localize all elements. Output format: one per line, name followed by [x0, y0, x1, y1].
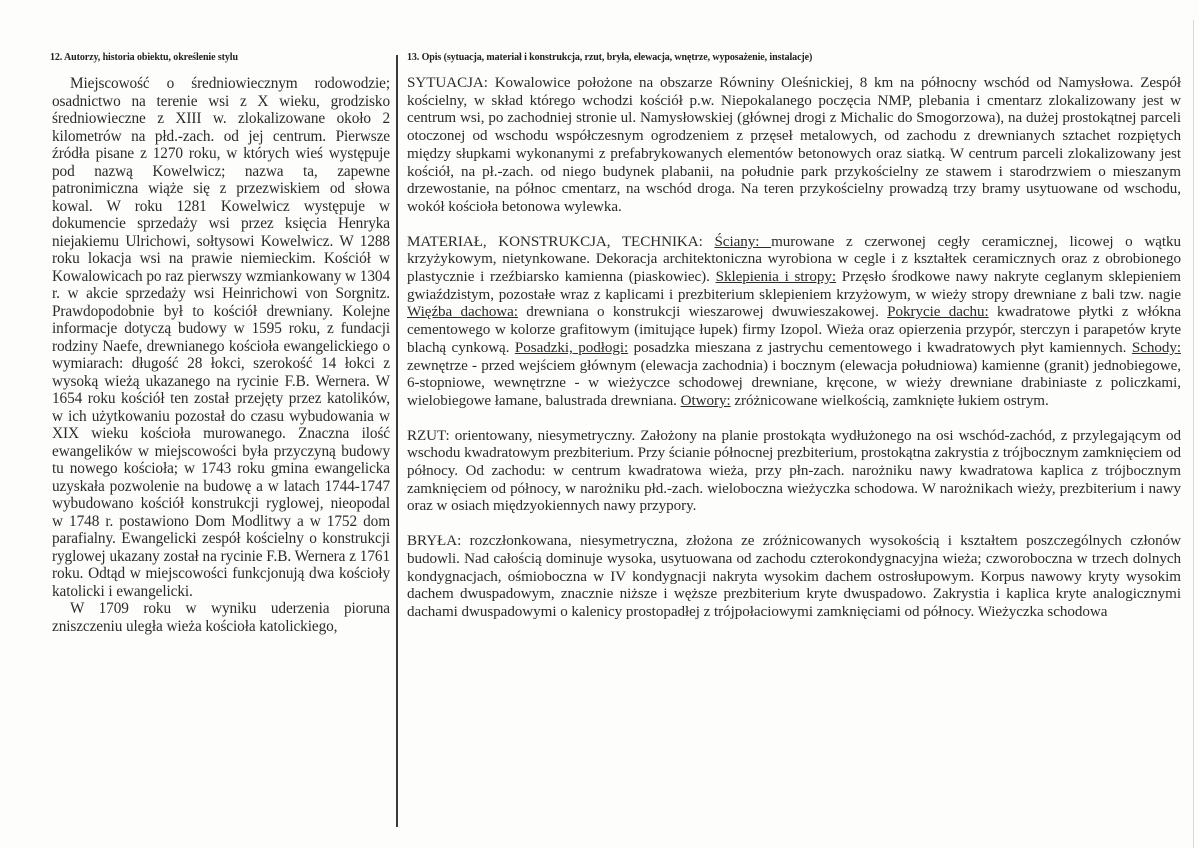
material-lead: MATERIAŁ, KONSTRUKCJA, TECHNIKA:	[407, 233, 715, 250]
history-text	[52, 75, 390, 635]
pokrycie-label: Pokrycie dachu:	[887, 304, 989, 321]
rzut-paragraph: RZUT: orientowany, niesymetryczny. Założony na planie prostokąta wydłużonego na osi wschód-zachód, z przylegającym od wschodu kwadratowym prezbiterium. Przy ścianie północnej prezbiterium, prostokątna zakrystia z trójbocznym zamknięciem od północy. Od zachodu: w centrum kwadratowa wieża, przy płn-zach. narożniku nawy kwadratowa kaplica z trójbocznym zamknięciem od północy, w narożniku płd.-zach. wieloboczna wieżyczka schodowa. W narożnikach wieży, prezbiterium i nawy oraz w osiach międzyokiennych nawy przypory.	[407, 427, 1181, 515]
schody-label: Schody:	[1131, 339, 1181, 356]
section-13-heading: 13. Opis (sytuacja, materiał i konstrukcja, rzut, bryła, elewacja, wnętrze, wyposażenie, instalacje)	[407, 52, 813, 63]
sytuacja-paragraph: SYTUACJA: Kowalowice położone na obszarze Równiny Oleśnickiej, 8 km na północny wschód od Namysłowa. Zespół kościelny, w skład którego wchodzi kościół p.w. Niepokalanego poczęcia NMP, plebania i cmentarz zlokalizowany jest w centrum wsi, po zachodniej stronie ul. Namysłowskiej (głównej drogi z Michalic do Smogorzowa), na dużej prostokątnej parceli otoczonej od wschodu współczesnym ogrodzeniem z przęseł metalowych, od zachodu z drewnianych sztachet rozpiętych między słupkami wykonanymi z prefabrykowanych elementów betonowych oraz siatką. W centrum parceli zlokalizowany jest kościół, na pł.-zach. od niego budynek plabanii, na południe park przykościelny ze stawem i starodrzwiem o mieszanym drzewostanie, na północ cmentarz, na wschód droga. Na teren przykościelny prowadzą trzy bramy usytuowane od wschodu, wokół kościoła betonowa wylewka.	[407, 75, 1181, 215]
schody-text: zewnętrze - przed wejściem głównym (elewacja zachodnia) i bocznym (elewacja południowa) kamienne (granit) jednobiegowe, 6-stopniowe, wewnętrzne - w wieżyczce schodowej drewniane, kręcone, w wieży drewniane drabiniaste z policzkami, wielobiegowe łamane, balustrada drewniana.	[407, 357, 1181, 409]
sciany-label: Ściany:	[714, 233, 772, 250]
sklepienia-text: Przęsło środkowe nawy nakryte ceglanym sklepieniem gwiaździstym, pozostałe wraz z kaplicami i prezbiterium sklepieniem krzyżowym, w wieży stropy drewniane z bali tzw. nagie	[407, 269, 1181, 303]
history-section	[52, 52, 390, 635]
sklepienia-label: Sklepienia i stropy:	[715, 269, 837, 286]
wiezba-text: drewniana o konstrukcji wieszarowej dwuwieszakowej.	[517, 304, 888, 321]
bryla-paragraph: BRYŁA: rozczłonkowana, niesymetryczna, złożona ze zróżnicowanych wysokością i kształtem poszczególnych członów budowli. Nad całością dominuje wysoka, usytuowana od zachodu czterokondygnacyjna wieża; czworoboczna w trzech dolnych kondygnacjach, ośmioboczna w IV kondygnacji nakryta wysokim dachem ostrosłupowym. Korpus nawowy kryty wysokim dachem dwuspadowym, znacznie niższe i węższe prezbiterium kryte dwuspadowo. Zakrystia i kaplica kryte analogicznymi dachami dwuspadowymi o kalenicy prostopadłej z trójpołaciowymi zamknięciami od północy. Wieżyczka schodowa	[407, 533, 1181, 620]
otwory-text: zróżnicowane wielkością, zamknięte łukiem ostrym.	[730, 392, 1049, 409]
posadzki-label: Posadzki, podłogi:	[514, 339, 629, 356]
sciany-text: murowane z czerwonej cegły ceramicznej, licowej o wątku krzyżykowym, nietynkowane. Dekoracja architektoniczna wyrobiona w cegle i z kształtek ceramicznych oraz z obrobionego plastycznie i rzeźbiarsko kamienna (piaskowiec).	[407, 233, 1181, 286]
pokrycie-text: kwadratowe płytki z włókna cementowego w kolorze grafitowym (imitujące łupek) firmy Izopol. Wieża oraz opierzenia przypór, sterczyn i parapetów kryte blachą cynkową.	[407, 304, 1181, 356]
description-section	[407, 52, 1181, 639]
page-edge-line	[1193, 20, 1194, 848]
history-paragraph-1: Miejscowość o średniowiecznym rodowodzie; osadnictwo na terenie wsi z X wieku, grodzisko średniowieczne z XIII w. zlokalizowane około 2 kilometrów na płd.-zach. od jej centrum. Pierwsze źródła pisane z 1270 roku, w których wieś występuje pod nazwą Kowelwicz; nazwa ta, zapewne patronimiczna wiąże się z przezwiskiem od słowa kowal. W roku 1281 Kowelwicz występuje w dokumencie sprzedaży wsi przez księcia Henryka niejakiemu Ulrichowi, sołtysowi Kowelwicz. W 1288 roku lokacja wsi na prawie niemieckim. Kościół w Kowalowicach po raz pierwszy wzmiankowany w 1304 r. w akcie sprzedaży wsi Heinrichowi von Sorgnitz. Prawdopodobnie był to kościół drewniany. Kolejne informacje dotyczą budowy w 1595 roku, z fundacji rodziny Naefe, drewnianego kościoła ewangelickiego o wymiarach: długość 28 łokci, szerokość 14 łokci z wysoką wieżą ukazanego na rycinie F.B. Wernera. W 1654 roku kościół ten został przejęty przez katolików, w ich użytkowaniu pozostał do czasu wybudowania w XIX wieku kościoła murowanego. Znaczna ilość ewangelików w miejscowości była przyczyną budowy tu nowego kościoła; w 1743 roku gmina ewangelicka uzyskała pozwolenie na budowę a w latach 1744-1747 wybudowano kościół konstrukcji ryglowej, nieopodal w 1748 r. postawiono Dom Modlitwy a w 1752 dom parafialny. Ewangelicki zespół kościelny o konstrukcji ryglowej ukazany został na rycinie F.B. Wernera z 1761 roku. Odtąd w miejscowości funkcjonują dwa kościoły katolicki i ewangelicki.	[52, 75, 390, 600]
history-paragraph-2: W 1709 roku w wyniku uderzenia pioruna zniszczeniu uległa wieża kościoła katolickiego,	[52, 600, 390, 635]
wiezba-label: Więźba dachowa:	[407, 304, 518, 321]
section-12-heading: 12. Autorzy, historia obiektu, określenie stylu	[50, 52, 238, 63]
posadzki-text: posadzka mieszana z jastrychu cementowego i kwadratowych płyt kamiennych.	[628, 339, 1132, 356]
material-paragraph	[407, 234, 1181, 411]
otwory-label: Otwory:	[680, 392, 731, 409]
column-divider	[396, 55, 398, 827]
description-text	[407, 75, 1181, 622]
